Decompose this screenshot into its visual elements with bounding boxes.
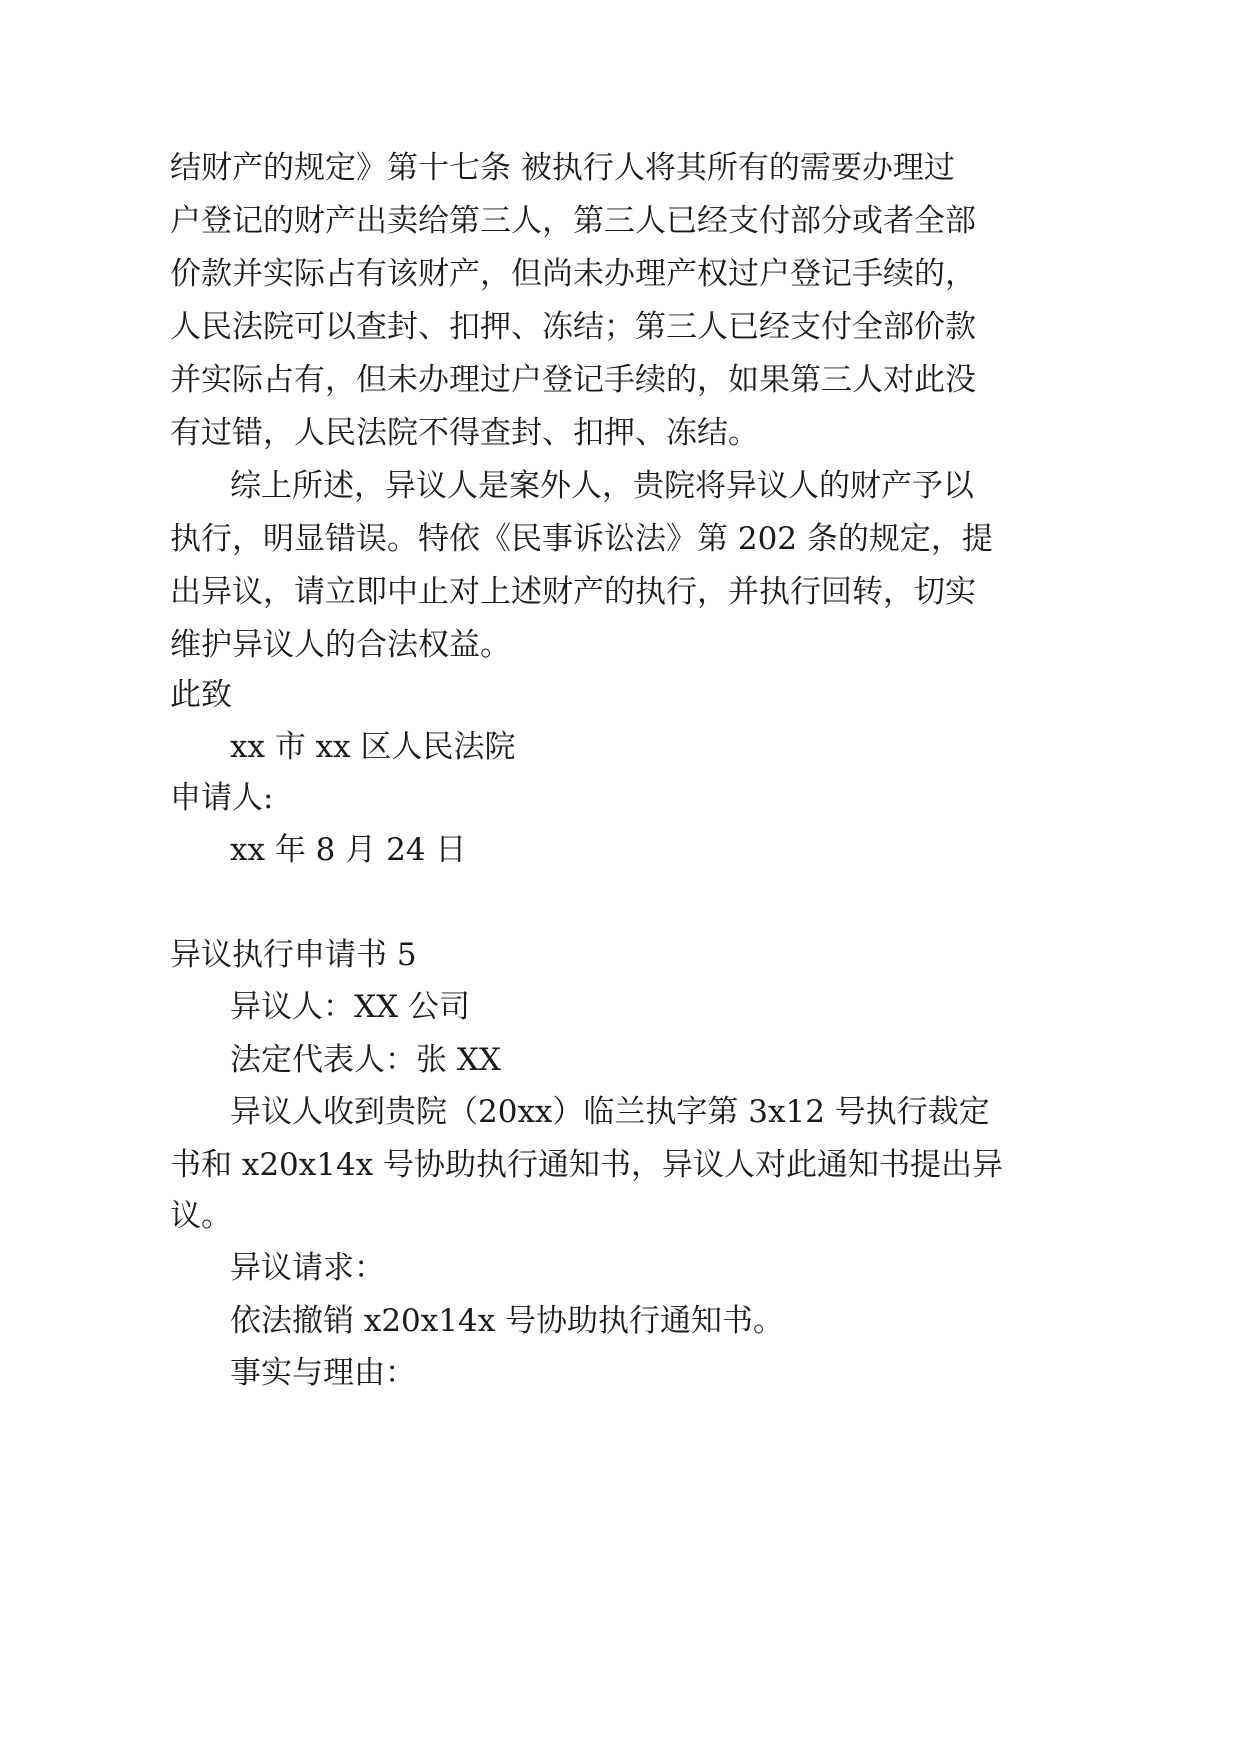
salutation: 此致 xyxy=(170,677,232,713)
applicant-label: 申请人: xyxy=(170,780,274,816)
body-line: 综上所述，异议人是案外人，贵院将异议人的财产予以 xyxy=(230,468,974,504)
body-line: 出异议，请立即中止对上述财产的执行，并执行回转，切实 xyxy=(170,574,976,610)
date-line: xx 年 8 月 24 日 xyxy=(230,832,467,868)
body-line: 维护异议人的合法权益。 xyxy=(170,627,511,663)
court-name: xx 市 xx 区人民法院 xyxy=(230,729,516,765)
body-line: 并实际占有，但未办理过户登记手续的，如果第三人对此没 xyxy=(170,362,976,398)
body-line: 结财产的规定》第十七条 被执行人将其所有的需要办理过 xyxy=(170,150,955,186)
document-title: 异议执行申请书 5 xyxy=(170,937,417,973)
body-line: 异议人收到贵院（20xx）临兰执字第 3x12 号执行裁定 xyxy=(230,1094,990,1130)
body-line: 价款并实际占有该财产，但尚未办理产权过户登记手续的， xyxy=(170,256,976,292)
request-text: 依法撤销 x20x14x 号协助执行通知书。 xyxy=(230,1303,785,1339)
request-label: 异议请求： xyxy=(230,1250,385,1286)
body-line: 有过错，人民法院不得查封、扣押、冻结。 xyxy=(170,415,759,451)
body-line: 执行，明显错误。特依《民事诉讼法》第 202 条的规定，提 xyxy=(170,521,993,557)
body-line: 户登记的财产出卖给第三人，第三人已经支付部分或者全部 xyxy=(170,203,976,239)
body-line: 书和 x20x14x 号协助执行通知书，异议人对此通知书提出异 xyxy=(170,1147,1004,1183)
legal-rep-line: 法定代表人：张 XX xyxy=(230,1042,501,1078)
body-line: 议。 xyxy=(170,1198,232,1234)
facts-label: 事实与理由： xyxy=(230,1355,416,1391)
objector-line: 异议人：XX 公司 xyxy=(230,989,470,1025)
body-line: 人民法院可以查封、扣押、冻结；第三人已经支付全部价款 xyxy=(170,309,976,345)
